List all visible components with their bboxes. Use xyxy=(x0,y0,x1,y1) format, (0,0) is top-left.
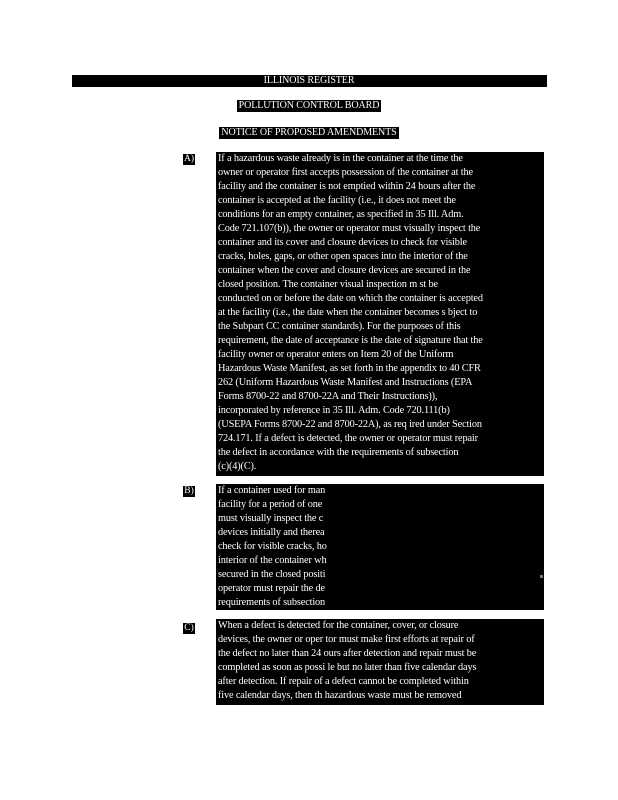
text-line: facility owner or operator enters on Item 20 of the Uniform xyxy=(218,349,454,360)
text-line: Hazardous Waste Manifest, as set forth in the appendix to 40 CFR xyxy=(218,363,481,374)
text-line: Forms 8700-22 and 8700-22A and Their Instructions)), xyxy=(218,391,438,402)
register-title xyxy=(0,75,618,87)
board-title-text: POLLUTION CONTROL BOARD xyxy=(238,100,380,111)
text-line: five calendar days, then th hazardous waste must be removed xyxy=(218,690,462,701)
scan-speck xyxy=(540,575,543,578)
text-line: facility and the container is not emptied within 24 hours after the xyxy=(218,181,476,192)
text-line: devices, the owner or oper tor must make first efforts at repair of xyxy=(218,634,475,645)
board-title xyxy=(0,100,618,112)
text-line: owner or operator first accepts possession of the container at the xyxy=(218,167,473,178)
section-a-text xyxy=(216,152,544,476)
text-line: (c)(4)(C). xyxy=(218,461,257,472)
text-line: cracks, holes, gaps, or other open spaces into the interior of the xyxy=(218,251,468,262)
text-line: devices initially and therea xyxy=(218,527,325,538)
text-line: requirement, the date of acceptance is the date of signature that the xyxy=(218,335,483,346)
text-line: the defect in accordance with the requirements of subsection xyxy=(218,447,459,458)
text-line: 724.171. If a defect is detected, the owner or operator must repair xyxy=(218,433,478,444)
text-line: the defect no later than 24 ours after detection and repair must be xyxy=(218,648,477,659)
section-b-label: B) xyxy=(184,486,194,496)
text-line: container when the cover and closure devices are secured in the xyxy=(218,265,471,276)
text-line: container and its cover and closure devices to check for visible xyxy=(218,237,467,248)
text-line: closed position. The container visual inspection m st be xyxy=(218,279,438,290)
section-a-label: A) xyxy=(183,154,195,164)
section-c-text xyxy=(216,619,544,705)
section-c-label: C) xyxy=(184,623,194,633)
text-line: conditions for an empty container, as specified in 35 Ill. Adm. xyxy=(218,209,464,220)
text-line: the Subpart CC container standards). For the purposes of this xyxy=(218,321,461,332)
notice-title xyxy=(0,127,618,139)
text-line: operator must repair the de xyxy=(218,583,325,594)
text-line: Code 721.107(b)), the owner or operator must visually inspect the xyxy=(218,223,481,234)
text-line: 262 (Uniform Hazardous Waste Manifest and Instructions (EPA xyxy=(218,377,473,388)
text-line: When a defect is detected for the container, cover, or closure xyxy=(218,620,459,631)
section-b-redacted-area xyxy=(350,484,544,610)
text-line: requirements of subsection xyxy=(218,597,326,608)
text-line: at the facility (i.e., the date when the container becomes s bject to xyxy=(218,307,478,318)
text-line: conducted on or before the date on which the container is accepted xyxy=(218,293,483,304)
text-line: facility for a period of one xyxy=(218,499,323,510)
text-line: incorporated by reference in 35 Ill. Adm. Code 720.111(b) xyxy=(218,405,450,416)
text-line: check for visible cracks, ho xyxy=(218,541,327,552)
text-line: must visually inspect the c xyxy=(218,513,324,524)
text-line: secured in the closed positi xyxy=(218,569,326,580)
text-line: interior of the container wh xyxy=(218,555,327,566)
register-title-text: ILLINOIS REGISTER xyxy=(263,75,355,86)
notice-title-text: NOTICE OF PROPOSED AMENDMENTS xyxy=(221,127,397,138)
text-line: If a hazardous waste already is in the container at the time the xyxy=(218,153,463,164)
text-line: If a container used for man xyxy=(218,485,326,496)
text-line: container is accepted at the facility (i.e., it does not meet the xyxy=(218,195,456,206)
text-line: completed as soon as possi le but no later than five calendar days xyxy=(218,662,477,673)
text-line: (USEPA Forms 8700-22 and 8700-22A), as req ired under Section xyxy=(218,419,482,430)
section-b-text xyxy=(216,484,350,610)
text-line: after detection. If repair of a defect cannot be completed within xyxy=(218,676,469,687)
